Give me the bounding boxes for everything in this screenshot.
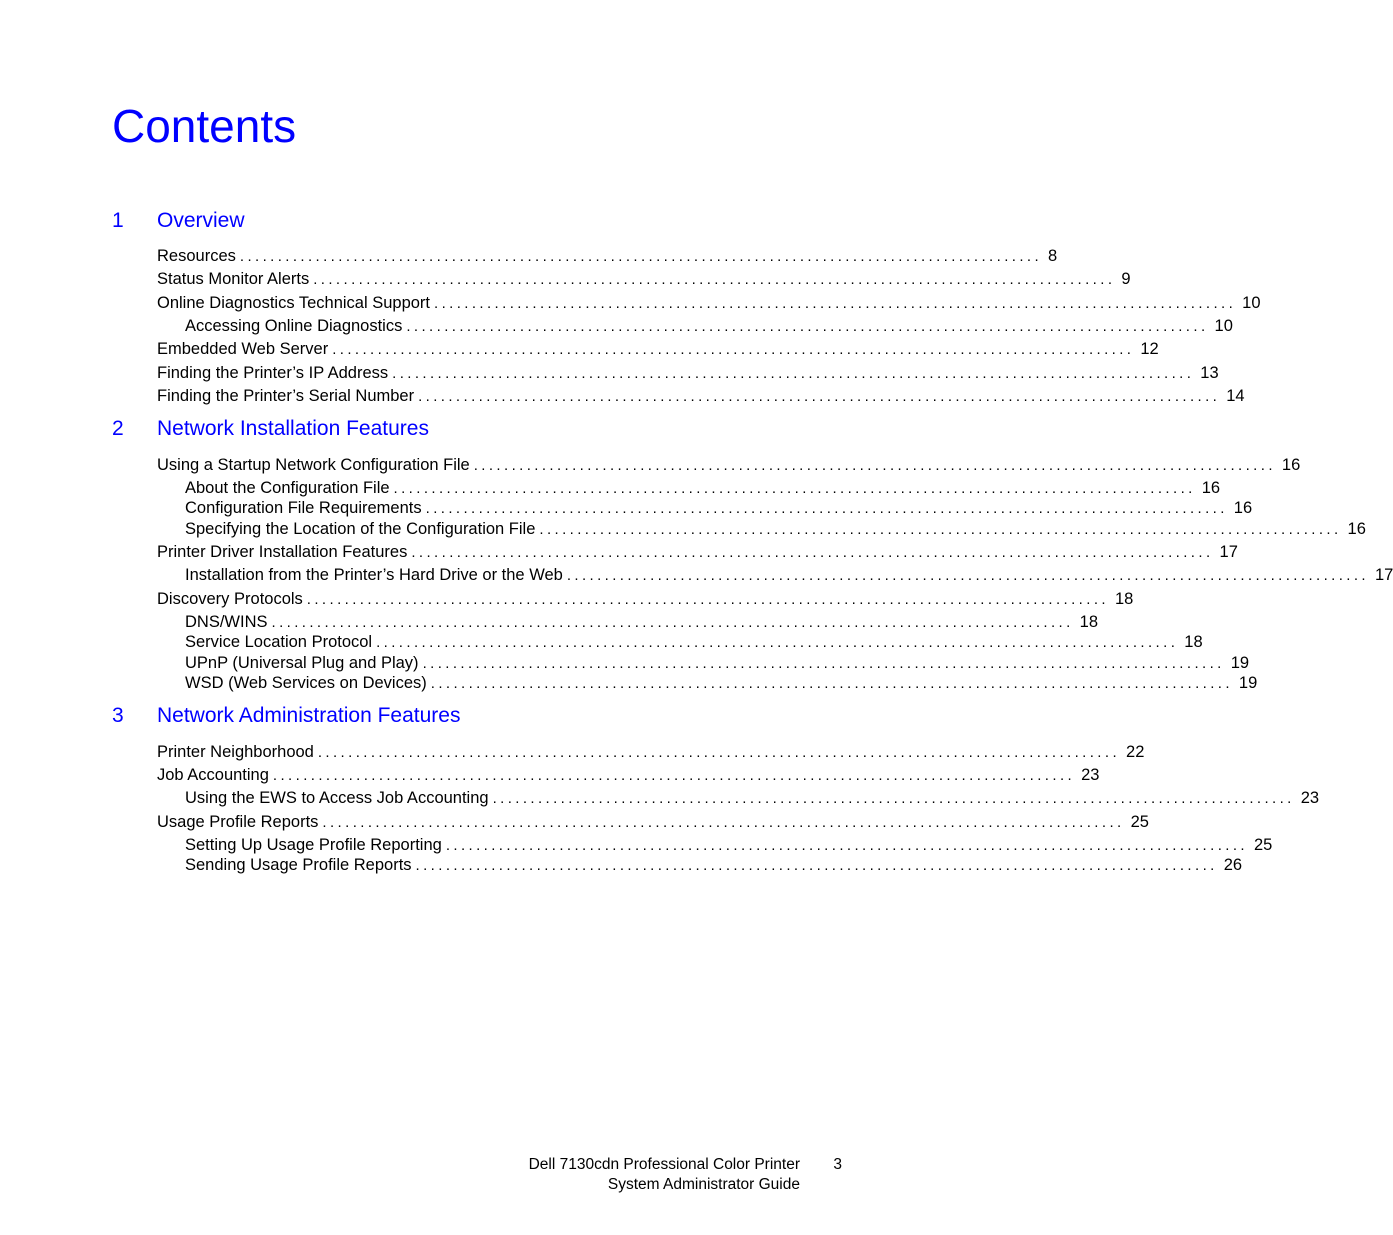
toc-entry-page: 17 [1219, 543, 1238, 561]
dot-leader: .......................................................................................................... [322, 814, 1125, 831]
toc-entry-page: 18 [1114, 590, 1134, 608]
chapter-heading-3[interactable] [112, 703, 842, 729]
toc-entry-page: 12 [1140, 340, 1159, 358]
toc-entry-page: 26 [1223, 856, 1243, 874]
dot-leader: .......................................................................................................... [418, 388, 1221, 405]
toc-subentry[interactable] [185, 632, 1203, 652]
chapter-number: 2 [112, 417, 124, 440]
toc-entry-page: 9 [1121, 270, 1131, 288]
toc-entry-label: Printer Driver Installation Features [157, 543, 408, 561]
dot-leader: .......................................................................................................... [272, 767, 1076, 784]
toc-entry[interactable] [157, 339, 1159, 359]
toc-entry-label: About the Configuration File [185, 479, 390, 497]
dot-leader: .......................................................................................................... [539, 521, 1342, 538]
toc-entry-label: UPnP (Universal Plug and Play) [185, 654, 419, 672]
dot-leader: .......................................................................................................... [271, 614, 1074, 631]
chapter-heading-2[interactable] [112, 416, 842, 442]
toc-entry[interactable] [157, 455, 1301, 475]
toc-entry-label: Accessing Online Diagnostics [185, 317, 403, 335]
toc-entry-label: Usage Profile Reports [157, 813, 319, 831]
toc-entry-page: 17 [1374, 566, 1393, 584]
toc-entry-label: Configuration File Requirements [185, 499, 422, 517]
toc-subentry[interactable] [185, 612, 1099, 632]
toc-entry-page: 22 [1126, 743, 1145, 761]
toc-entry-label: Embedded Web Server [157, 340, 329, 358]
page-footer [529, 1155, 800, 1195]
toc-entry-label: Job Accounting [157, 766, 269, 784]
toc-entry-page: 18 [1079, 613, 1099, 631]
dot-leader: .......................................................................................................... [393, 480, 1196, 497]
toc-entry-page: 23 [1081, 766, 1100, 784]
chapter-title: Network Administration Features [157, 704, 461, 727]
toc-entry-page: 16 [1201, 479, 1221, 497]
toc-entry-label: Using the EWS to Access Job Accounting [185, 789, 489, 807]
toc-entry-label: Specifying the Location of the Configuration File [185, 520, 536, 538]
dot-leader: .......................................................................................................... [406, 318, 1209, 335]
toc-entry-page: 18 [1184, 633, 1203, 651]
dot-leader: .......................................................................................................... [313, 271, 1116, 288]
toc-entry-page: 23 [1300, 789, 1320, 807]
footer-guide-name: System Administrator Guide [607, 1176, 800, 1193]
toc-entry-page: 19 [1238, 674, 1258, 692]
toc-entry-page: 10 [1214, 317, 1233, 335]
dot-leader: .......................................................................................................... [434, 295, 1237, 312]
toc-entry-page: 10 [1242, 294, 1261, 312]
toc-entry[interactable] [157, 812, 1149, 832]
toc-entry-label: Discovery Protocols [157, 590, 303, 608]
toc-entry-label: DNS/WINS [185, 613, 268, 631]
dot-leader: .......................................................................................................... [317, 744, 1121, 761]
toc-entry[interactable] [157, 742, 1145, 762]
toc-entry[interactable] [157, 363, 1219, 383]
dot-leader: .......................................................................................................... [239, 248, 1043, 265]
toc-entry-label: WSD (Web Services on Devices) [185, 674, 427, 692]
toc-entry-page: 14 [1226, 387, 1245, 405]
toc-entry[interactable] [157, 589, 1134, 609]
toc-entry[interactable] [157, 386, 1245, 406]
toc-entry-label: Printer Neighborhood [157, 743, 314, 761]
toc-entry[interactable] [157, 765, 1100, 785]
toc-entry[interactable] [157, 269, 1131, 289]
toc-entry-label: Status Monitor Alerts [157, 270, 310, 288]
dot-leader: .......................................................................................................... [415, 857, 1218, 874]
chapter-number: 1 [112, 209, 124, 232]
toc-entry-page: 8 [1048, 247, 1058, 265]
page-title: Contents [112, 100, 297, 152]
toc-entry-label: Service Location Protocol [185, 633, 373, 651]
dot-leader: .......................................................................................................... [376, 634, 1179, 651]
toc-subentry[interactable] [185, 498, 1253, 518]
toc-entry-label: Sending Usage Profile Reports [185, 856, 412, 874]
toc-entry-label: Finding the Printer’s Serial Number [157, 387, 415, 405]
dot-leader: .......................................................................................................... [445, 837, 1248, 854]
toc-entry[interactable] [157, 293, 1261, 313]
toc-entry-page: 13 [1200, 364, 1219, 382]
dot-leader: .......................................................................................................... [425, 500, 1228, 517]
dot-leader: .......................................................................................................... [473, 457, 1276, 474]
toc-entry[interactable] [157, 542, 1238, 562]
dot-leader: .......................................................................................................... [411, 544, 1214, 561]
toc-entry-label: Setting Up Usage Profile Reporting [185, 836, 442, 854]
toc-entry-page: 25 [1130, 813, 1149, 831]
toc-subentry[interactable] [185, 835, 1273, 855]
dot-leader: .......................................................................................................... [422, 655, 1225, 672]
toc-entry-page: 16 [1233, 499, 1253, 517]
toc-subentry[interactable] [185, 519, 1366, 539]
toc-entry-page: 25 [1253, 836, 1273, 854]
footer-product-name: Dell 7130cdn Professional Color Printer [528, 1156, 800, 1173]
toc-entry-label: Online Diagnostics Technical Support [157, 294, 431, 312]
toc-entry[interactable] [157, 246, 1058, 266]
toc-subentry[interactable] [185, 788, 1320, 808]
toc-subentry[interactable] [185, 673, 1258, 693]
toc-entry-label: Resources [157, 247, 236, 265]
toc-entry-label: Finding the Printer’s IP Address [157, 364, 389, 382]
toc-entry-label: Using a Startup Network Configuration File [157, 456, 470, 474]
dot-leader: .......................................................................................................... [566, 567, 1369, 584]
toc-subentry[interactable] [185, 855, 1243, 875]
toc-entry-page: 19 [1230, 654, 1250, 672]
toc-entry-label: Installation from the Printer’s Hard Drive or the Web [185, 566, 563, 584]
chapter-title: Overview [157, 209, 245, 232]
dot-leader: .......................................................................................................... [306, 591, 1109, 608]
chapter-number: 3 [112, 704, 124, 727]
toc-subentry[interactable] [185, 653, 1250, 673]
dot-leader: .......................................................................................................... [492, 790, 1295, 807]
dot-leader: .......................................................................................................... [430, 675, 1233, 692]
toc-entry-page: 16 [1347, 520, 1366, 538]
toc-subentry[interactable] [185, 316, 1233, 336]
toc-subentry[interactable] [185, 565, 1393, 585]
dot-leader: .......................................................................................................... [332, 341, 1135, 358]
chapter-title: Network Installation Features [157, 417, 429, 440]
dot-leader: .......................................................................................................... [392, 365, 1195, 382]
toc-subentry[interactable] [185, 478, 1221, 498]
toc-entry-page: 16 [1281, 456, 1301, 474]
page-number: 3 [833, 1156, 842, 1173]
chapter-heading-1[interactable] [112, 208, 842, 234]
